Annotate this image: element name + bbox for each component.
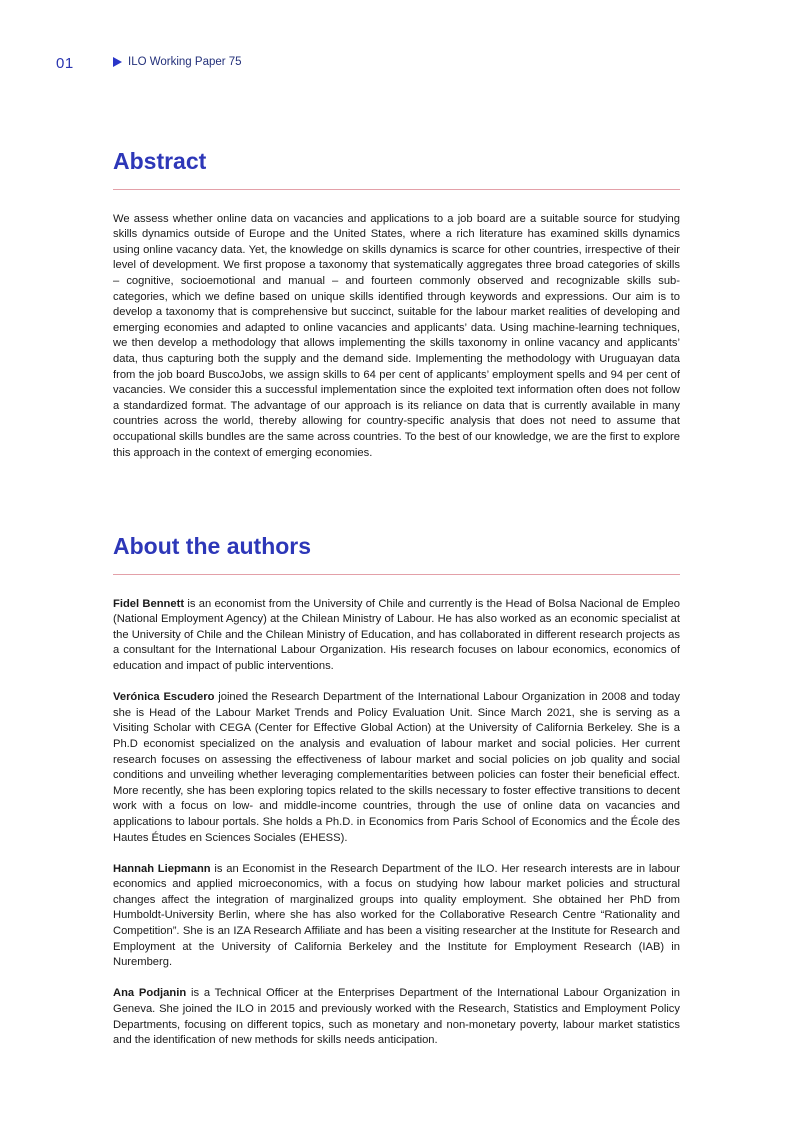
author-name: Fidel Bennett [113,597,185,610]
abstract-heading: Abstract [113,148,207,174]
author-bio-podjanin [113,986,680,1048]
triangle-marker-icon [113,57,122,67]
author-bio-text: is a Technical Officer at the Enterprises Department of the International Labour Organization in Geneva. She joined the ILO in 2015 and previously worked with the Research, Statistics and Employment Policy Departments, focusing on different topics, such as monetary and non-monetary poverty, labour market statistics and the identification of new methods for skills needs anticipation. [113,987,681,1047]
author-bio-text: is an economist from the University of Chile and currently is the Head of Bolsa Nacional de Empleo (National Employment Agency) at the Chilean Ministry of Labour. He has also worked as an economic specialist at the University of Chile and the Chilean Ministry of Education, and has collaborated in different research projects as a consultant for the International Labour Organization. His research focuses on labour economics, economics of education and impact of public interventions. [113,597,680,672]
author-name: Ana Podjanin [113,987,187,1000]
section-divider [113,574,680,575]
author-bio-liepmann [113,862,680,971]
running-title: ILO Working Paper 75 [128,56,242,68]
author-bio-text: is an Economist in the Research Department of the ILO. Her research interests are in labour economics and applied microeconomics, with a focus on studying how labour market policies and structural changes affect the integration of marginalized groups into quality employment. She obtained her PhD from Humboldt-University Berlin, where she has also worked for the Collaborative Research Centre “Rationality and Competition”. She is an IZA Research Affiliate and has been a visiting researcher at the Institute for Research and Employment at the University of California Berkeley and the Institute for Employment Research (IAB) in Nuremberg. [113,862,681,969]
authors-heading: About the authors [113,533,312,559]
author-bio-text: joined the Research Department of the International Labour Organization in 2008 and today she is Head of the Labour Market Trends and Policy Evaluation Unit. Since March 2021, she is serving as a Visiting Scholar with CEGA (Center for Effective Global Action) at the University of California Berkeley. She is a Ph.D economist specialized on the analysis and evaluation of labour market and social policies. Her current research focuses on assessing the effectiveness of labour market and social policies on job quality and social conditions and unveiling whether leveraging complementarities between policies can foster their beneficial effect. More recently, she has been exploring topics related to the skills necessary to foster effective transitions to decent work with a focus on low- and middle-income countries, through the use of online data on vacancies and applications to labour portals. She holds a Ph.D. in Economics from Paris School of Economics and the École des Hautes Études en Sciences Sociales (EHESS). [113,691,680,844]
authors-section [113,533,680,1049]
author-name: Hannah Liepmann [113,862,211,875]
abstract-text: We assess whether online data on vacancies and applications to a job board are a suitable source for studying skills dynamics outside of Europe and the United States, where a rich literature has examined skills dynamics using online vacancy data. Yet, the knowledge on skills dynamics is scarce for other countries, irrespective of their level of development. We first propose a taxonomy that systematically aggregates three broad categories of skills – cognitive, socioemotional and manual – and fourteen commonly observed and recognizable skills sub-categories, which we define based on unique skills identified through keywords and expressions. Our aim is to develop a taxonomy that is comprehensive but succinct, suitable for the labour market realities of developing and emerging economies and adapted to online vacancies and applicants’ data. Using machine-learning techniques, we then develop a methodology that allows implementing the skills taxonomy in online vacancy and applicants’ data, thus capturing both the supply and the demand side. Implementing the methodology with Uruguayan data from the job board BuscoJobs, we assign skills to 64 per cent of applicants’ employment spells and 94 per cent of vacancies. We consider this a successful implementation since the exploited text information often does not follow a standardized format. The advantage of our approach is its reliance on data that is currently available in many countries across the world, thereby allowing for country-specific analysis that does not need to assume that occupational skills bundles are the same across countries. To the best of our knowledge, we are the first to explore this approach in the context of emerging economies. [113,212,680,459]
page-number: 01 [56,55,74,72]
author-name: Verónica Escudero [113,691,215,704]
author-bio-bennett [113,597,680,675]
author-bio-escudero [113,690,680,846]
running-header [113,56,242,68]
section-divider [113,189,680,190]
abstract-section [113,148,680,461]
